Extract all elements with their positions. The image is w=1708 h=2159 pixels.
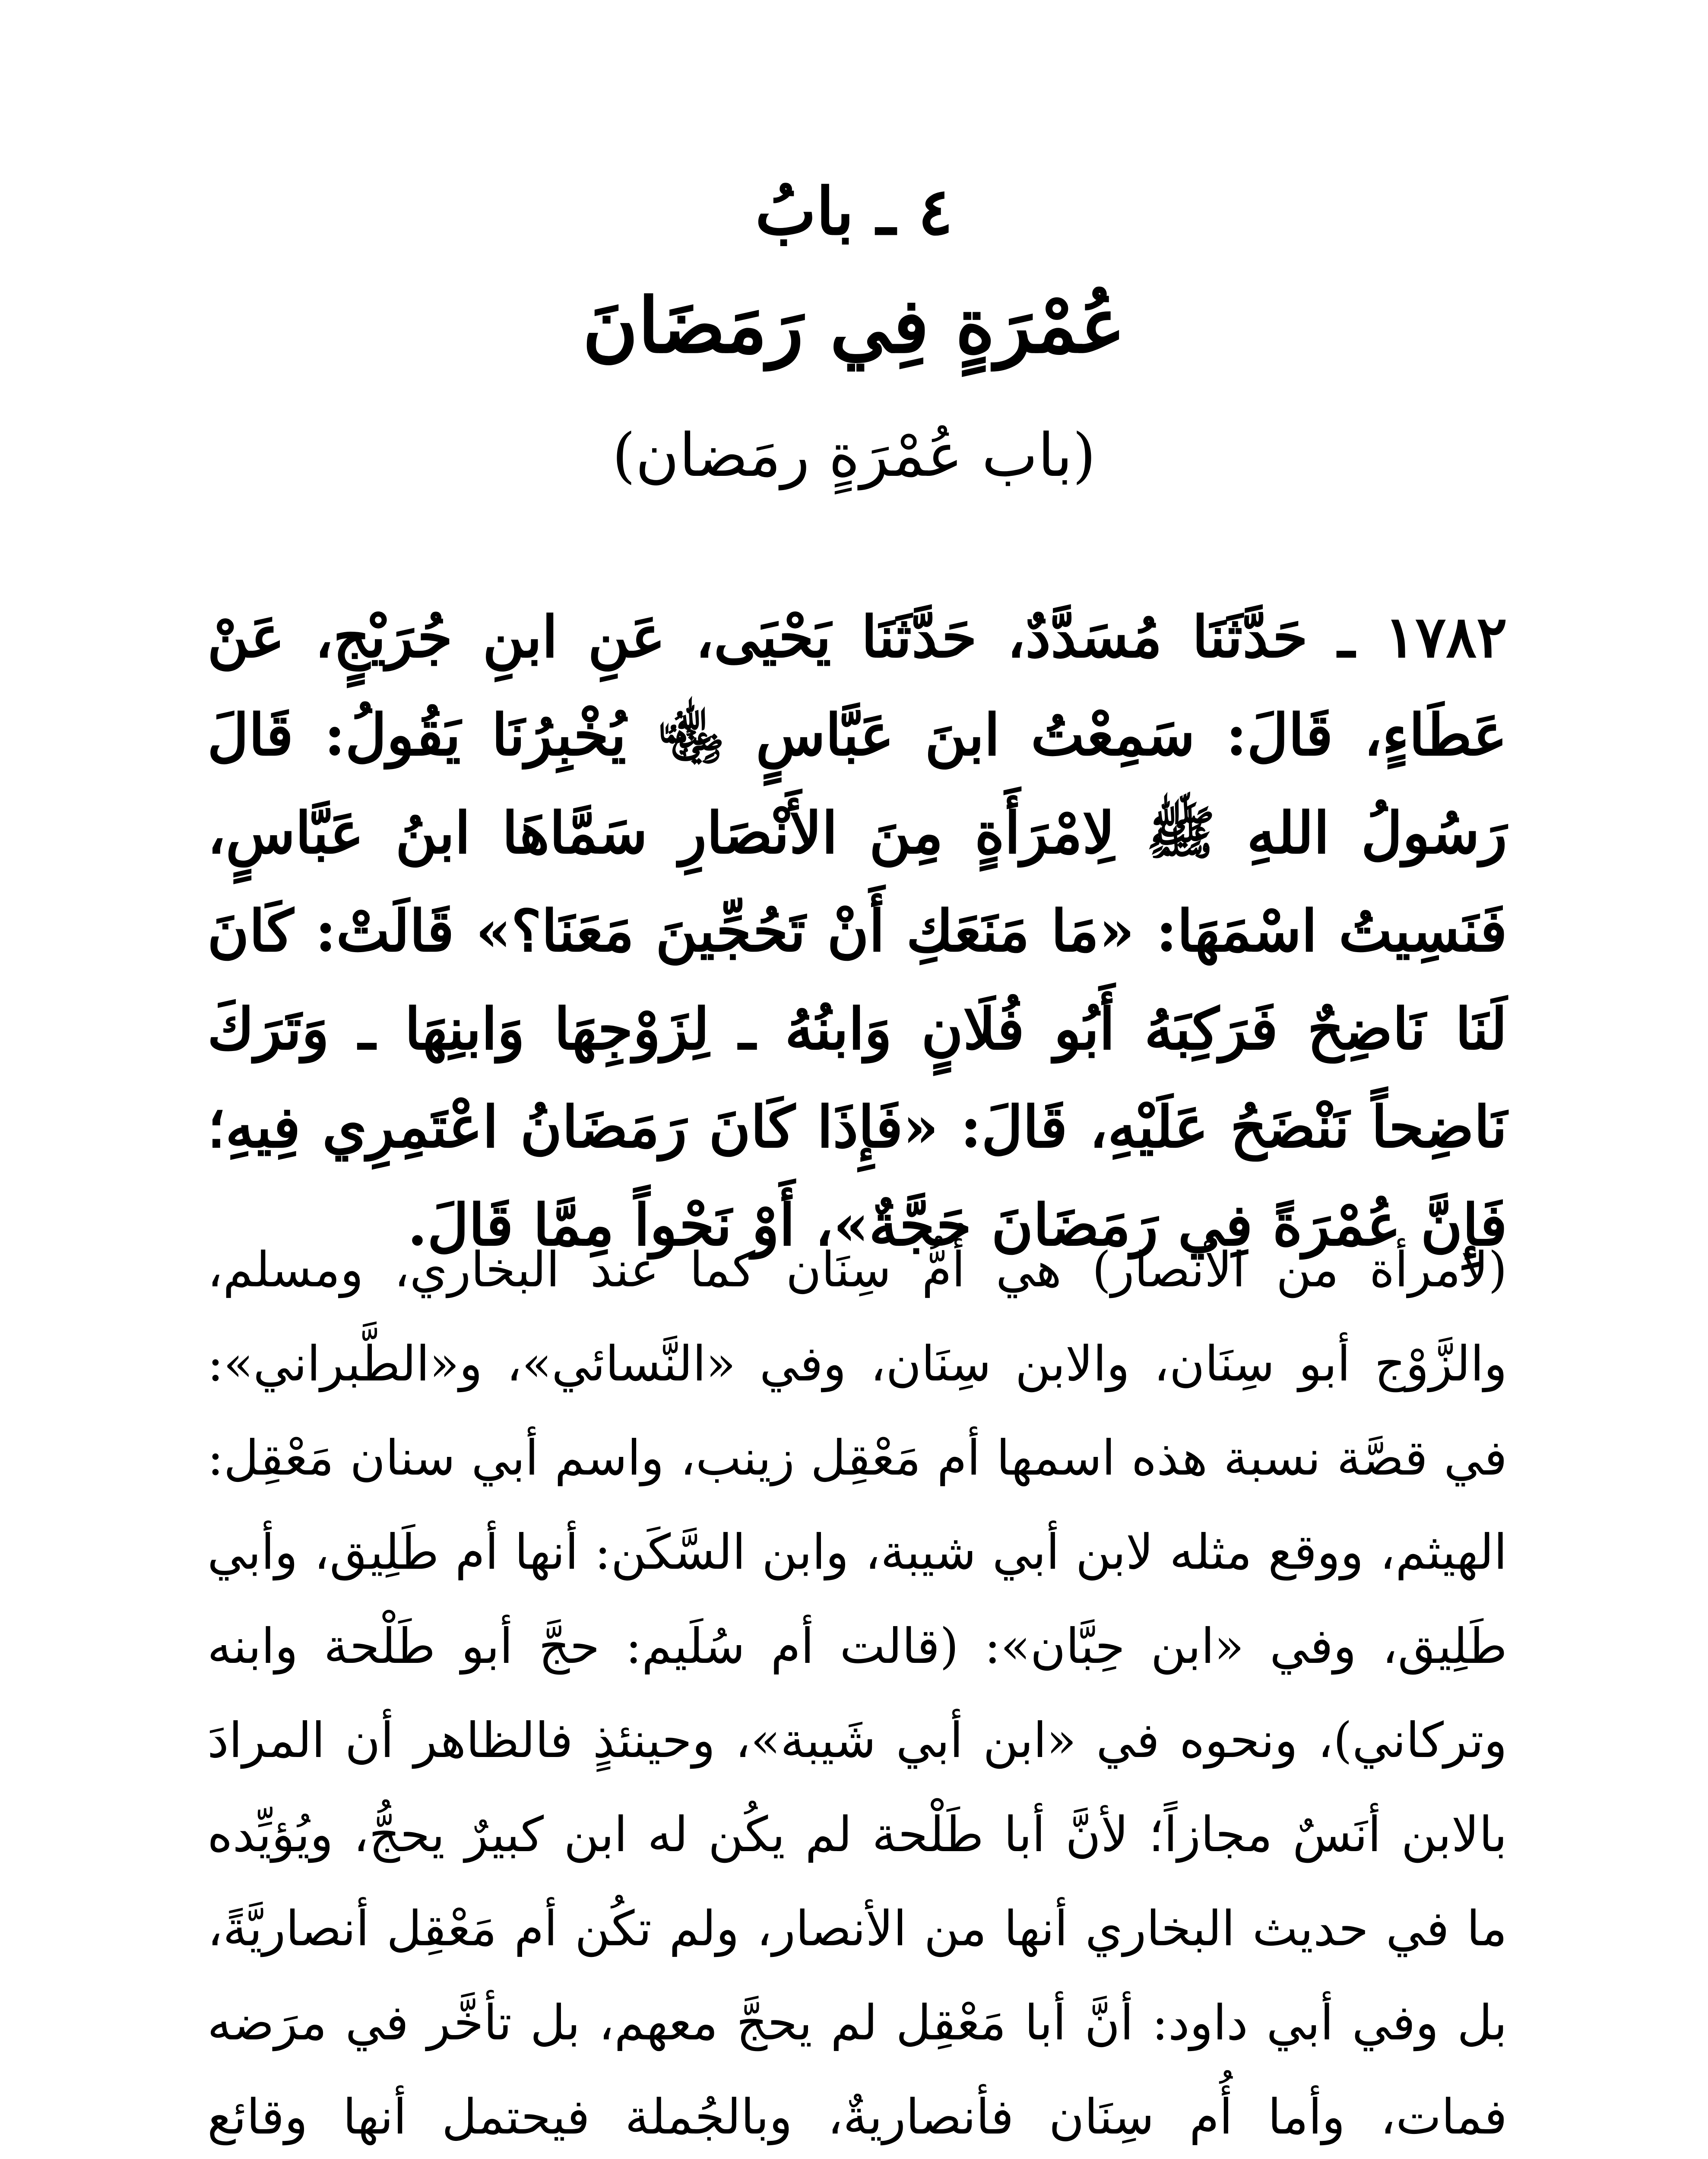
chapter-title-heading: عُمْرَةٍ فِي رَمَضَانَ [582, 282, 1126, 370]
commentary-paragraph: (لامرأة من الأنصار) هي أُمُّ سِنَان كما عند البخاري، ومسلم، والزَّوْج أبو سِنَان، والابن سِنَان، وفي «النَّسائي»، و«الطَّبراني»: في قصَّة نسبة هذه اسمها أم مَعْقِل زينب، واسم أبي سنان مَعْقِل: الهيثم، ووقع مثله لابن أبي شيبة، وابن السَّكَن: أنها أم طَلِيق، وأبي طَلِيق، وفي «ابن حِبَّان»: (قالت أم سُلَيم: حجَّ أبو طَلْحة وابنه وتركاني)، ونحوه في «ابن أبي شَيبة»، وحينئذٍ فالظاهر أن المرادَ بالابن أنَسٌ مجازاً؛ لأنَّ أبا طَلْحة لم يكُن له ابن كبيرٌ يحجُّ، ويُؤيِّده ما في حديث البخاري أنها من الأنصار، ولم تكُن أم مَعْقِل أنصاريَّةً، بل وفي أبي داود: أنَّ أبا مَعْقِل لم يحجَّ معهم، بل تأخَّر في مرَضه فمات، وأما أُم سِنَان فأنصاريةٌ، وبالجُملة فيحتمل أنها وقائع [207, 1242, 1507, 2145]
hadith-text-paragraph: ١٧٨٢ ـ حَدَّثَنَا مُسَدَّدٌ، حَدَّثَنَا يَحْيَى، عَنِ ابنِ جُرَيْجٍ، عَنْ عَطَاءٍ، قَالَ: سَمِعْتُ ابنَ عَبَّاسٍ ﵄ يُخْبِرُنَا يَقُولُ: قَالَ رَسُولُ اللهِ ﷺ لِامْرَأَةٍ مِنَ الأَنْصَارِ سَمَّاهَا ابنُ عَبَّاسٍ، فَنَسِيتُ اسْمَهَا: «مَا مَنَعَكِ أَنْ تَحُجِّينَ مَعَنَا؟» قَالَتْ: كَانَ لَنَا نَاضِحٌ فَرَكِبَهُ أَبُو فُلَانٍ وَابنُهُ ـ لِزَوْجِهَا وَابنِهَا ـ وَتَرَكَ نَاضِحاً نَنْضَحُ عَلَيْهِ، قَالَ: «فَإِذَا كَانَ رَمَضَانُ اعْتَمِرِي فِيهِ؛ فَإِنَّ عُمْرَةً فِي رَمَضَانَ حَجَّةٌ»، أَوْ نَحْواً مِمَّا قَالَ. [207, 604, 1507, 1259]
chapter-number-heading: ٤ ـ بابُ [755, 174, 953, 250]
chapter-subtitle: (باب عُمْرَةٍ رمَضان) [612, 421, 1096, 490]
